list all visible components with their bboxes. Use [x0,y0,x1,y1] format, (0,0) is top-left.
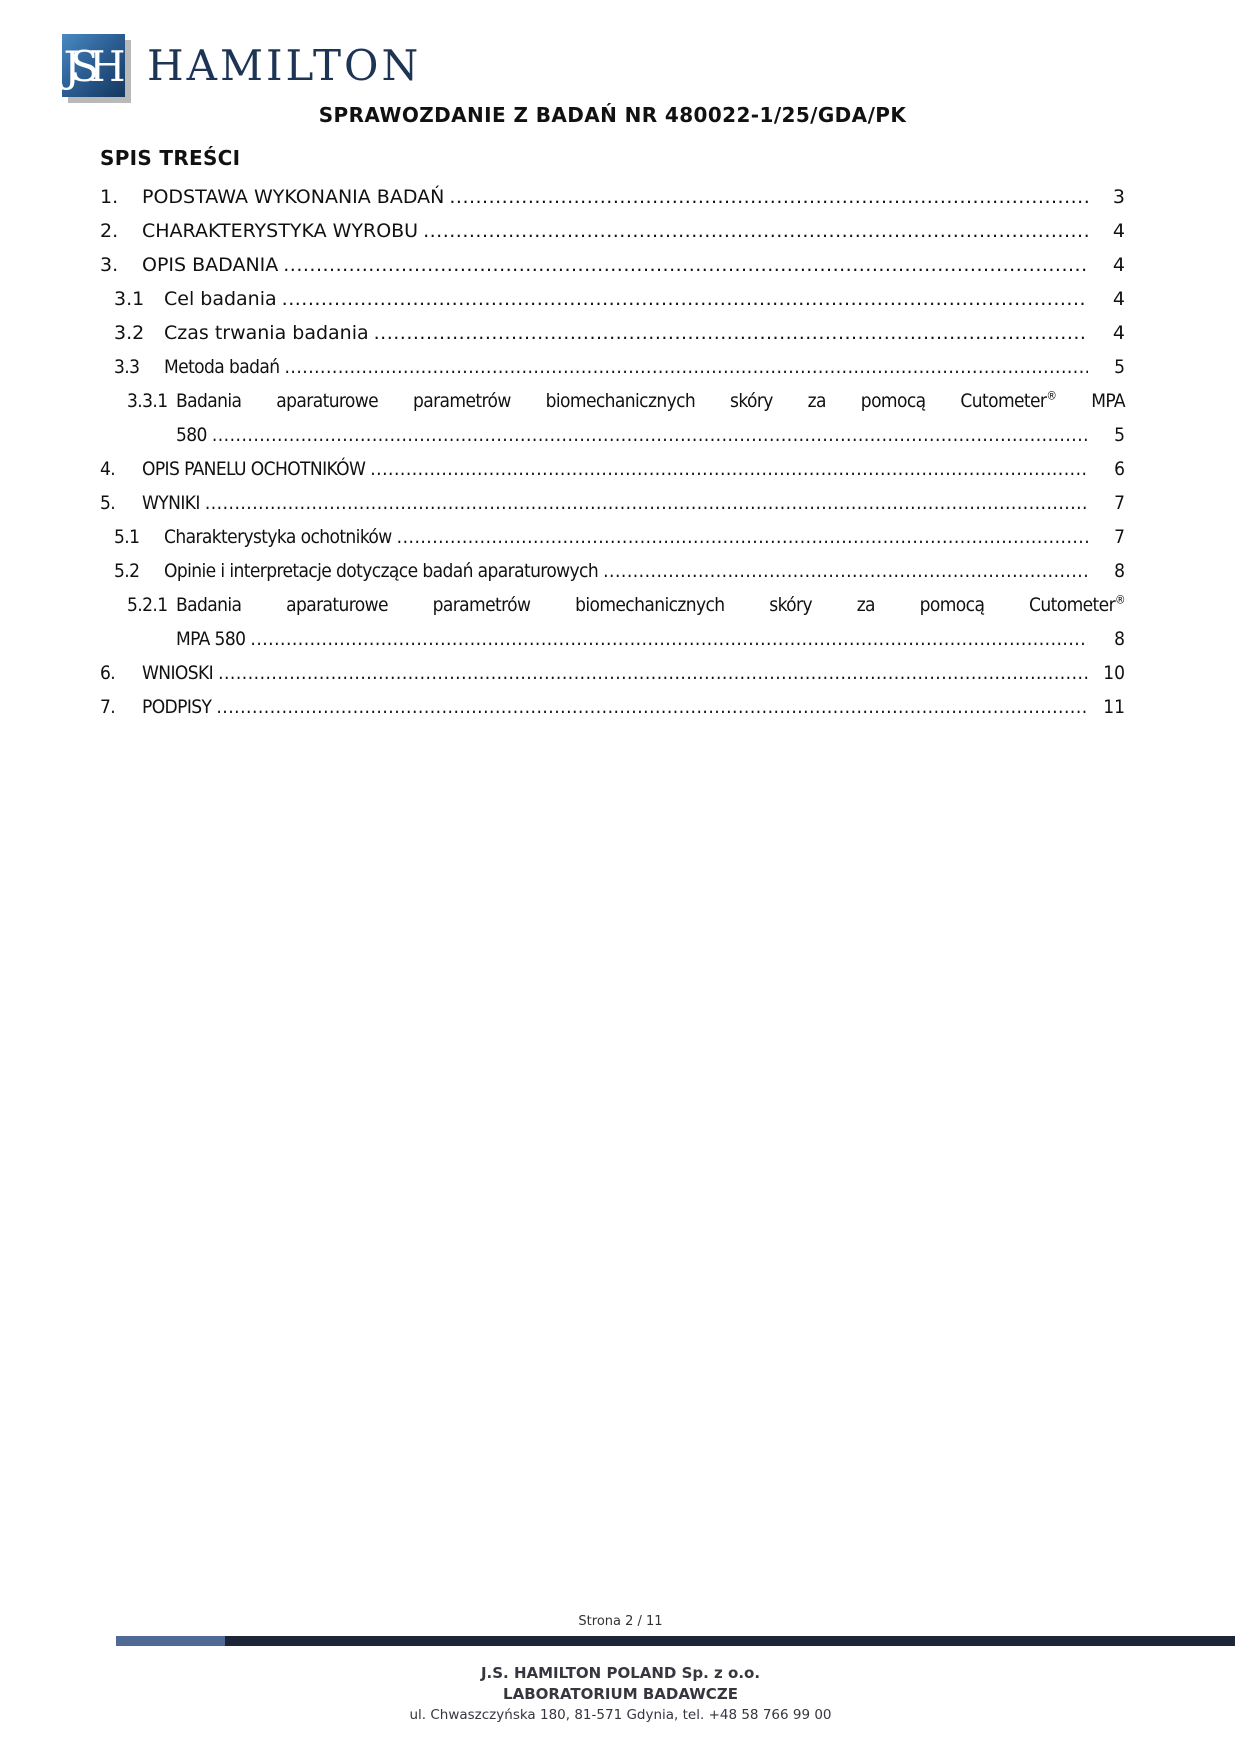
toc-entry-number: 2. [100,220,119,242]
toc-entry-page: 6 [1114,458,1125,480]
toc-entry-number: 3.3.1 [127,390,168,412]
toc-entry [100,256,1125,275]
toc-entry-number: 7. [100,696,116,718]
toc-entry [100,388,1125,412]
toc-entry-page: 8 [1114,628,1125,650]
toc-entry-label: Charakterystyka ochotników [164,526,392,548]
toc-entry [100,290,1125,309]
toc-entry [100,592,1125,616]
logo-wordmark: HAMILTON [147,41,422,90]
toc-entry [100,358,1125,377]
toc-entry-number: 5.2 [114,560,140,582]
dot-leader [282,290,1088,309]
toc-entry-page: 10 [1103,662,1125,684]
toc-entry-page: 3 [1112,186,1125,208]
toc-entry-page: 5 [1114,356,1125,378]
toc-entry-number: 5.1 [114,526,140,548]
toc-entry-label: Badania aparaturowe parametrów biomechanicznych skóry za pomocą Cutometer® [176,592,1125,616]
page-indicator: Strona 2 / 11 [578,1614,663,1629]
footer-accent-bar-dark-segment [225,1636,1235,1646]
dot-leader [212,426,1088,445]
toc-entry-page: 4 [1112,220,1125,242]
toc-entry-label: OPIS BADANIA [142,254,279,276]
dot-leader [423,222,1088,241]
dot-leader [284,358,1088,377]
toc-entry-label: Cel badania [164,288,277,310]
dot-leader [397,528,1088,547]
toc-entry-label: OPIS PANELU OCHOTNIKÓW [142,458,366,480]
toc-entry [100,698,1125,717]
toc-entry-number: 1. [100,186,119,208]
toc-entry-page: 4 [1112,254,1125,276]
dot-leader [449,188,1088,207]
dot-leader [216,698,1088,717]
toc-entry [100,494,1125,513]
toc-entry [100,528,1125,547]
toc-heading: SPIS TREŚCI [100,146,241,170]
toc-entry-label: PODPISY [142,696,212,718]
toc-entry-number: 3. [100,254,119,276]
registered-trademark-symbol: ® [1115,592,1125,607]
toc-entry-number: 5.2.1 [127,594,168,616]
footer-accent-bar [116,1636,1235,1646]
toc-entry-page: 7 [1114,526,1125,548]
toc-entry-page: 11 [1103,696,1125,718]
registered-trademark-symbol: ® [1046,388,1057,403]
toc-entry-page: 5 [1114,424,1125,446]
toc-entry-page: 4 [1112,288,1125,310]
toc-entry-continuation [100,426,1125,445]
company-logo [62,34,421,97]
toc-entry-label: Metoda badań [164,356,280,378]
logo-monogram-icon [62,34,125,97]
toc-entry-page: 8 [1114,560,1125,582]
toc-entry-number: 6. [100,662,116,684]
footer-company-name: J.S. HAMILTON POLAND Sp. z o.o. [480,1664,761,1682]
toc-entry-continuation [100,630,1125,649]
toc-entry-number: 3.3 [114,356,140,378]
toc-entry-page: 7 [1114,492,1125,514]
toc-entry-label: WYNIKI [142,492,200,514]
footer-company-block [0,1663,1241,1725]
toc-entry-page: 4 [1112,322,1125,344]
toc-entry [100,188,1125,207]
dot-leader [250,630,1088,649]
footer-department: LABORATORIUM BADAWCZE [503,1685,738,1703]
toc-entry-label: Badania aparaturowe parametrów biomechanicznych skóry za pomocą Cutometer® MPA [176,388,1125,412]
dot-leader [205,494,1088,513]
report-title: SPRAWOZDANIE Z BADAŃ NR 480022-1/25/GDA/PK [318,103,907,127]
toc-entry-label: PODSTAWA WYKONANIA BADAŃ [142,186,445,208]
toc-entry [100,664,1125,683]
toc-entry-number: 4. [100,458,116,480]
toc-entry [100,562,1125,581]
footer-accent-bar-light-segment [116,1636,225,1646]
logo-monogram-text: JSH [63,41,116,91]
toc-entry-label: CHARAKTERYSTYKA WYROBU [142,220,419,242]
dot-leader [283,256,1088,275]
toc-entry-number: 3.1 [114,288,145,310]
dot-leader [603,562,1088,581]
toc-entry-label: Opinie i interpretacje dotyczące badań aparaturowych [164,560,599,582]
toc-entry [100,222,1125,241]
toc-list [100,188,1125,732]
dot-leader [374,324,1088,343]
dot-leader [370,460,1088,479]
toc-entry-number: 3.2 [114,322,145,344]
footer-address: ul. Chwaszczyńska 180, 81-571 Gdynia, tel. +48 58 766 99 00 [409,1707,832,1723]
toc-entry-label: WNIOSKI [142,662,214,684]
toc-entry-label: Czas trwania badania [164,322,369,344]
toc-entry-label: 580 [176,424,207,446]
toc-entry [100,460,1125,479]
toc-entry-number: 5. [100,492,116,514]
dot-leader [218,664,1088,683]
toc-entry [100,324,1125,343]
toc-entry-label: MPA 580 [176,628,246,650]
